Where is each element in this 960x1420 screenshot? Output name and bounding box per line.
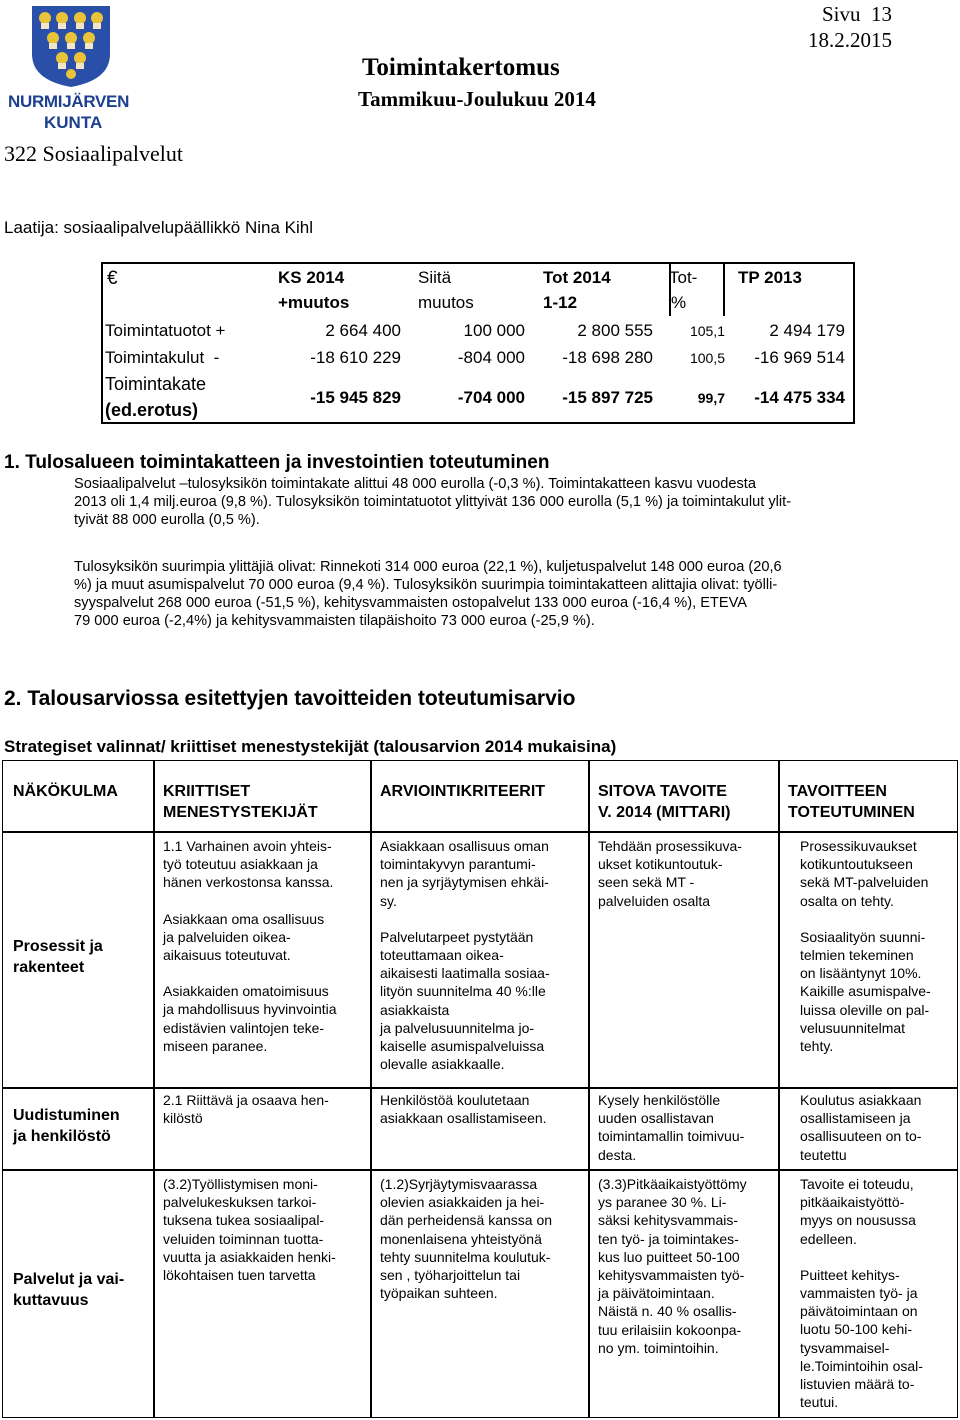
kate-pct: 99,7 xyxy=(697,390,725,406)
text-line: miseen paranee. xyxy=(163,1037,268,1054)
header-tot2014-sub: 1-12 xyxy=(543,293,578,312)
text-line: kus luo puitteet 50-100 xyxy=(598,1248,740,1265)
row3-result xyxy=(800,1175,923,1420)
header-siita-sub: muutos xyxy=(418,293,474,312)
header-tot-pct: Tot- xyxy=(669,268,698,287)
para2-line: 79 000 euroa (-2,4%) ja kehitysvammaisten tilapäishoito 73 000 euroa (-25,9 %). xyxy=(74,613,595,629)
text-line: Kysely henkilöstölle xyxy=(598,1092,721,1108)
factor-block xyxy=(163,910,337,965)
text-line: Koulutus asiakkaan xyxy=(800,1092,922,1108)
grid-header-menestystekijat xyxy=(163,781,318,823)
text-line: olevien asiakkaiden ja hei- xyxy=(380,1194,545,1211)
text-line: monenlaisena yhteistyönä xyxy=(380,1230,542,1247)
text-line: säksi kehitysvammais- xyxy=(598,1212,739,1229)
text-line: osallistamiseen ja xyxy=(800,1110,911,1127)
text-line: tuu erilaisiin kokoonpa- xyxy=(598,1321,742,1338)
row2-target xyxy=(598,1091,744,1164)
result-block xyxy=(800,837,931,910)
text-line: Palvelutarpeet pystytään xyxy=(380,928,534,945)
para2-line: Tulosyksikön suurimpia ylittäjiä olivat: Rinnekoti 314 000 euroa (22,1 %), kuljetuspalvelut 148 000 euroa (20,6 xyxy=(74,559,782,575)
text-line: ten työ- ja toimintakes- xyxy=(598,1230,739,1247)
text-line: teutettu xyxy=(800,1146,847,1163)
row-label-erotus: (ed.erotus) xyxy=(105,400,199,420)
text-line: velusuunnitelmat xyxy=(800,1019,906,1036)
header-line: TAVOITTEEN xyxy=(788,783,887,800)
text-line: Puitteet kehitys- xyxy=(800,1266,900,1283)
para2-line: %) ja muut asumispalvelut 70 000 euroa (9,4 %). Tulosyksikön suurimpia toimintakatteen alittajia olivat: työlli- xyxy=(74,577,778,593)
text-line: no ym. toimintoihin. xyxy=(598,1339,719,1356)
header-tot2014: Tot 2014 xyxy=(543,268,611,287)
row3-target xyxy=(598,1175,747,1357)
text-line: edelleen. xyxy=(800,1230,857,1247)
text-line: hänen verkostonsa kanssa. xyxy=(163,874,334,891)
text-line: aikaisuus toteutuvat. xyxy=(163,947,291,964)
text-line: lökohtaisen tuen tarvetta xyxy=(163,1267,316,1284)
criteria-block xyxy=(380,928,550,1074)
grid-header-arviointikriteerit xyxy=(380,781,545,802)
finance-summary-table xyxy=(101,262,855,424)
kulut-muutos: -804 000 xyxy=(457,348,525,367)
section1-paragraph2 xyxy=(74,558,954,630)
tuotot-tp: 2 494 179 xyxy=(769,321,845,340)
row3-factors xyxy=(163,1175,336,1284)
text-line: osalta on tehty. xyxy=(800,892,894,909)
text-line: dän perheidensä kanssa on xyxy=(380,1212,553,1229)
text-line: uuden osallistavan xyxy=(598,1110,714,1127)
factor-block xyxy=(163,982,337,1055)
text-line: kotikuntoutukseen xyxy=(800,856,913,873)
kulut-ks: -18 610 229 xyxy=(310,348,401,367)
text-line: luotu 50-100 kehi- xyxy=(800,1321,913,1338)
text-line: desta. xyxy=(598,1146,637,1163)
tuotot-tot: 2 800 555 xyxy=(577,321,653,340)
text-line: ys paranee 30 %. Li- xyxy=(598,1194,727,1211)
text-line: Tavoite ei toteudu, xyxy=(800,1176,914,1192)
text-line: Näistä n. 40 % osallis- xyxy=(598,1303,737,1320)
text-line: päivätoimintaan on xyxy=(800,1303,918,1320)
tuotot-pct: 105,1 xyxy=(689,323,725,339)
aspect-line: ja henkilöstö xyxy=(13,1128,111,1145)
text-line: tehty suunnitelma koulutuk- xyxy=(380,1248,551,1265)
text-line: lityön suunnitelma 40 %:lle xyxy=(380,983,546,1000)
kate-muutos: -704 000 xyxy=(457,388,525,407)
text-line: tehty. xyxy=(800,1038,834,1055)
header-line: NÄKÖKULMA xyxy=(13,783,118,800)
result-block xyxy=(800,1266,923,1412)
result-block xyxy=(800,928,931,1055)
criteria-block xyxy=(380,837,550,910)
header-line: KRIITTISET xyxy=(163,783,251,800)
text-line: tysvammaisel- xyxy=(800,1339,890,1356)
text-line: sy. xyxy=(380,892,397,909)
text-line: seen sekä MT - xyxy=(598,874,695,891)
text-line: 2.1 Riittävä ja osaava hen- xyxy=(163,1092,329,1108)
text-line: on lisääntynyt 10%. xyxy=(800,965,922,982)
text-line: (1.2)Syrjäytymisvaarassa xyxy=(380,1176,538,1192)
factor-block xyxy=(163,837,337,892)
municipal-crest-logo xyxy=(30,4,112,88)
kulut-tp: -16 969 514 xyxy=(754,348,845,367)
para2-line: syyspalvelut 268 000 euroa (-51,5 %), kehitysvammaisten ostopalvelut 133 000 euroa (-16,4 %), ETEVA xyxy=(74,595,748,611)
row1-factors xyxy=(163,837,337,1073)
text-line: ukset kotikuntoutuk- xyxy=(598,856,723,873)
para1-line: tyivät 88 000 eurolla (0,5 %). xyxy=(74,512,260,528)
text-line: olevalle asiakkaalle. xyxy=(380,1056,505,1073)
text-line: Tehdään prosessikuva- xyxy=(598,838,742,854)
header-tot-pct-sub: % xyxy=(671,293,687,312)
kate-tot: -15 897 725 xyxy=(562,388,653,407)
strategy-goals-table xyxy=(2,760,958,1418)
text-line: aikaisesti laatimalla sosiaa- xyxy=(380,965,550,982)
text-line: ja mahdollisuus hyvinvointia xyxy=(163,1001,337,1018)
kate-ks: -15 945 829 xyxy=(310,388,401,407)
aspect-line: Prosessit ja xyxy=(13,938,103,955)
currency-symbol: € xyxy=(107,268,118,289)
text-line: pitkäaikaistyöttö- xyxy=(800,1194,905,1211)
text-line: listuvien määrä to- xyxy=(800,1376,915,1393)
department-name: 322 Sosiaalipalvelut xyxy=(4,141,184,166)
text-line: tuksena tukea sosiaalipal- xyxy=(163,1212,325,1229)
header-siita: Siitä xyxy=(418,268,452,287)
text-line: Asiakkaan oma osallisuus xyxy=(163,910,325,927)
document-title: Toimintakertomus xyxy=(362,54,560,81)
section1-title: 1. Tulosalueen toimintakatteen ja investointien toteutuminen xyxy=(4,452,550,473)
text-line: työ toteutuu asiakkaan ja xyxy=(163,856,318,873)
row3-criteria xyxy=(380,1175,552,1302)
text-line: vammaisten työ- ja xyxy=(800,1285,918,1302)
text-line: palvelukeskuksen tarkoi- xyxy=(163,1194,317,1211)
grid-header-nakokulma xyxy=(13,781,118,802)
row-label-kulut: Toimintakulut - xyxy=(105,348,220,367)
aspect-line: Uudistuminen xyxy=(13,1107,120,1124)
logo-wordmark-line2: KUNTA xyxy=(44,113,103,132)
text-line: vuutta ja asiakkaiden henki- xyxy=(163,1248,336,1265)
text-line: (3.3)Pitkäaikaistyöttömy xyxy=(598,1176,747,1192)
kulut-pct: 100,5 xyxy=(689,350,725,366)
text-line: kehitysvammaisten työ- xyxy=(598,1267,745,1284)
text-line: 1.1 Varhainen avoin yhteis- xyxy=(163,838,332,854)
row1-criteria xyxy=(380,837,550,1091)
text-line: toimintakyvyn parantumi- xyxy=(380,856,536,873)
row2-factors xyxy=(163,1091,329,1127)
header-line: SITOVA TAVOITE xyxy=(598,783,727,800)
text-line: telmien tekeminen xyxy=(800,947,914,964)
text-line: Asiakkaiden omatoimisuus xyxy=(163,983,329,1000)
header-line: MENESTYSTEKIJÄT xyxy=(163,804,318,821)
para1-line: 2013 oli 1,4 milj.euroa (9,8 %). Tulosyksikön toimintatuotot ylittyivät 136 000 eurolla (5,1 %) ja toimintakulut ylit- xyxy=(74,494,792,510)
tuotot-ks: 2 664 400 xyxy=(325,321,401,340)
text-line: Prosessikuvaukset xyxy=(800,838,917,854)
document-date: 18.2.2015 xyxy=(808,28,892,52)
text-line: osallisuuteen on to- xyxy=(800,1128,922,1145)
grid-header-toteutuminen xyxy=(788,781,915,823)
row1-result xyxy=(800,837,931,1073)
text-line: toteuttamaan oikea- xyxy=(380,947,504,964)
header-line: ARVIOINTIKRITEERIT xyxy=(380,783,546,800)
section2-subtitle: Strategiset valinnat/ kriittiset menestystekijät (talousarvion 2014 mukaisina) xyxy=(4,737,617,756)
target-block xyxy=(598,837,742,910)
aspect-palvelut xyxy=(13,1269,124,1311)
header-line: TOTEUTUMINEN xyxy=(788,804,915,821)
text-line: kaiselle asumispalveluissa xyxy=(380,1038,545,1055)
text-line: kilöstö xyxy=(163,1110,203,1127)
text-line: Henkilöstöä koulutetaan xyxy=(380,1092,530,1108)
para1-line: Sosiaalipalvelut –tulosyksikön toimintakate alittui 48 000 eurolla (-0,3 %). Toimintakatteen kasvu vuodesta xyxy=(74,476,756,492)
tuotot-muutos: 100 000 xyxy=(463,321,525,340)
text-line: ja päivätoimintaan. xyxy=(598,1285,715,1302)
text-line: sen , työharjoittelun tai xyxy=(380,1267,521,1284)
text-line: asiakkaista xyxy=(380,1001,450,1018)
text-line: palveluiden osalta xyxy=(598,892,711,909)
text-line: le.Toimintoihin osal- xyxy=(800,1357,923,1374)
row1-target xyxy=(598,837,742,928)
text-line: Kaikille asumispalve- xyxy=(800,983,931,1000)
text-line: myys on nousussa xyxy=(800,1212,916,1229)
aspect-prosessit xyxy=(13,936,103,978)
document-period: Tammikuu-Joulukuu 2014 xyxy=(358,87,596,111)
row2-result xyxy=(800,1091,921,1164)
text-line: toimintamallin toimivuu- xyxy=(598,1128,745,1145)
result-block xyxy=(800,1175,923,1248)
row-label-toimintakate: Toimintakate xyxy=(105,374,207,394)
text-line: ja palveluiden oikea- xyxy=(163,928,291,945)
kulut-tot: -18 698 280 xyxy=(562,348,653,367)
aspect-line: kuttavuus xyxy=(13,1292,89,1309)
aspect-line: rakenteet xyxy=(13,959,85,976)
header-ks2014-sub: +muutos xyxy=(278,293,350,312)
header-line: V. 2014 (MITTARI) xyxy=(598,804,731,821)
aspect-line: Palvelut ja vai- xyxy=(13,1271,125,1288)
row2-criteria xyxy=(380,1091,547,1127)
text-line: veluiden toiminnan tuotta- xyxy=(163,1230,324,1247)
text-line: Sosiaalityön suunni- xyxy=(800,928,926,945)
text-line: asiakkaan osallistamiseen. xyxy=(380,1110,547,1127)
page-number: Sivu 13 xyxy=(821,2,892,26)
text-line: luissa oleville on pal- xyxy=(800,1001,930,1018)
text-line: nen ja syrjäytymisen ehkäi- xyxy=(380,874,549,891)
text-line: Asiakkaan osallisuus oman xyxy=(380,838,549,854)
kate-tp: -14 475 334 xyxy=(754,388,845,407)
text-line: edistävien valintojen teke- xyxy=(163,1019,325,1036)
author-line: Laatija: sosiaalipalvelupäällikkö Nina Kihl xyxy=(4,218,314,237)
section1-paragraph1 xyxy=(74,475,954,529)
text-line: sekä MT-palveluiden xyxy=(800,874,929,891)
header-tp2013: TP 2013 xyxy=(738,268,802,287)
section2-title: 2. Talousarviossa esitettyjen tavoitteiden toteutumisarvio xyxy=(4,687,576,710)
aspect-uudistuminen xyxy=(13,1105,120,1147)
logo-wordmark-line1: NURMIJÄRVEN xyxy=(8,92,130,111)
text-line: (3.2)Työllistymisen moni- xyxy=(163,1176,318,1192)
header-ks2014: KS 2014 xyxy=(278,268,345,287)
text-line: ja palvelusuunnitelma jo- xyxy=(380,1019,535,1036)
text-line: teutui. xyxy=(800,1394,839,1411)
row-label-tuotot: Toimintatuotot + xyxy=(105,321,226,340)
grid-header-sitova-tavoite xyxy=(598,781,730,823)
text-line: työpaikan suhteen. xyxy=(380,1285,498,1302)
